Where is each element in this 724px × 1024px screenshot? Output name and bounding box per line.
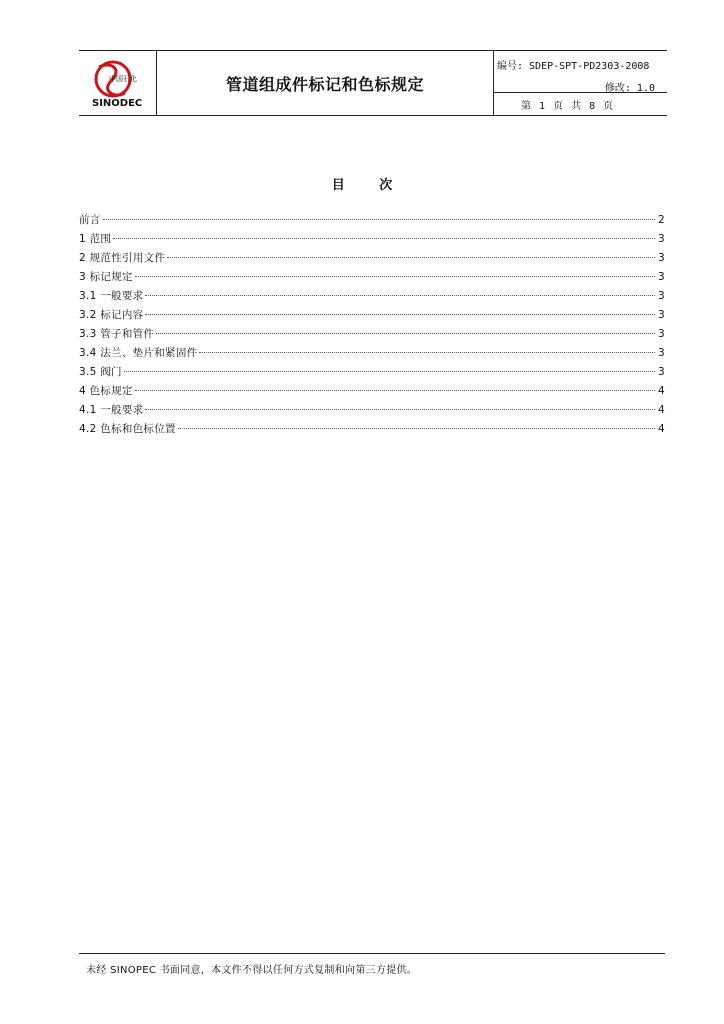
copyright-notice: 未经 SINOPEC 书面同意，本文件不得以任何方式复制和向第三方提供。 (86, 965, 418, 976)
toc-entry-label: 3.3 管子和管件 (79, 328, 155, 340)
document-number: 编号: SDEP-SPT-PD2303-2008 (497, 61, 650, 72)
toc-entry-page: 4 (658, 404, 665, 416)
toc-dot-leader (199, 352, 655, 353)
toc-entry-page: 3 (658, 328, 665, 340)
toc-entry-page: 3 (658, 252, 665, 264)
toc-entry-page: 3 (658, 233, 665, 245)
toc-entry-label: 1 范围 (79, 233, 112, 245)
page-info: 第 1 页 共 8 页 (521, 101, 614, 112)
document-header (79, 50, 667, 116)
document-title: 管道组成件标记和色标规定 (225, 74, 424, 94)
toc-entry-label: 2 规范性引用文件 (79, 252, 166, 264)
toc-entry[interactable] (79, 231, 665, 250)
toc-entry-page: 2 (658, 214, 665, 226)
toc-entry[interactable] (79, 307, 665, 326)
toc-dot-leader (103, 219, 655, 220)
title-cell (157, 51, 494, 115)
toc-entry-page: 3 (658, 290, 665, 302)
toc-dot-leader (113, 238, 655, 239)
logo-chinese-text: 中国石化 (109, 75, 137, 83)
toc-entry-label: 4.1 一般要求 (79, 404, 144, 416)
toc-entry-label: 4.2 色标和色标位置 (79, 423, 176, 435)
sinopec-logo (89, 59, 147, 109)
toc-heading: 目 次 (331, 178, 393, 193)
table-of-contents (79, 212, 665, 440)
toc-dot-leader (135, 390, 655, 391)
toc-entry-label: 前言 (79, 214, 101, 226)
toc-entry-label: 4 色标规定 (79, 385, 133, 397)
toc-entry[interactable] (79, 326, 665, 345)
toc-entry-label: 3 标记规定 (79, 271, 133, 283)
toc-entry[interactable] (79, 250, 665, 269)
logo-cell (79, 51, 157, 115)
toc-dot-leader (145, 314, 655, 315)
toc-entry-label: 3.1 一般要求 (79, 290, 144, 302)
toc-dot-leader (167, 257, 655, 258)
toc-dot-leader (145, 409, 655, 410)
toc-entry[interactable] (79, 402, 665, 421)
toc-entry[interactable] (79, 288, 665, 307)
toc-dot-leader (178, 428, 655, 429)
toc-entry-page: 3 (658, 309, 665, 321)
toc-dot-leader (124, 371, 655, 372)
toc-entry[interactable] (79, 421, 665, 440)
info-cell (494, 51, 667, 115)
info-divider (494, 92, 667, 93)
revision-number: 修改: 1.0 (604, 83, 655, 94)
toc-entry-label: 3.5 阀门 (79, 366, 122, 378)
toc-entry[interactable] (79, 212, 665, 231)
toc-entry[interactable] (79, 364, 665, 383)
toc-entry-page: 3 (658, 366, 665, 378)
toc-entry[interactable] (79, 269, 665, 288)
toc-entry[interactable] (79, 345, 665, 364)
toc-entry-page: 3 (658, 347, 665, 359)
toc-dot-leader (156, 333, 655, 334)
toc-entry-page: 3 (658, 271, 665, 283)
toc-entry-label: 3.4 法兰、垫片和紧固件 (79, 347, 198, 359)
toc-entry[interactable] (79, 383, 665, 402)
toc-dot-leader (135, 276, 655, 277)
toc-entry-label: 3.2 标记内容 (79, 309, 144, 321)
toc-entry-page: 4 (658, 423, 665, 435)
logo-wordmark: SINODEC (92, 98, 143, 109)
footer-divider (79, 953, 665, 954)
toc-entry-page: 4 (658, 385, 665, 397)
toc-dot-leader (145, 295, 655, 296)
